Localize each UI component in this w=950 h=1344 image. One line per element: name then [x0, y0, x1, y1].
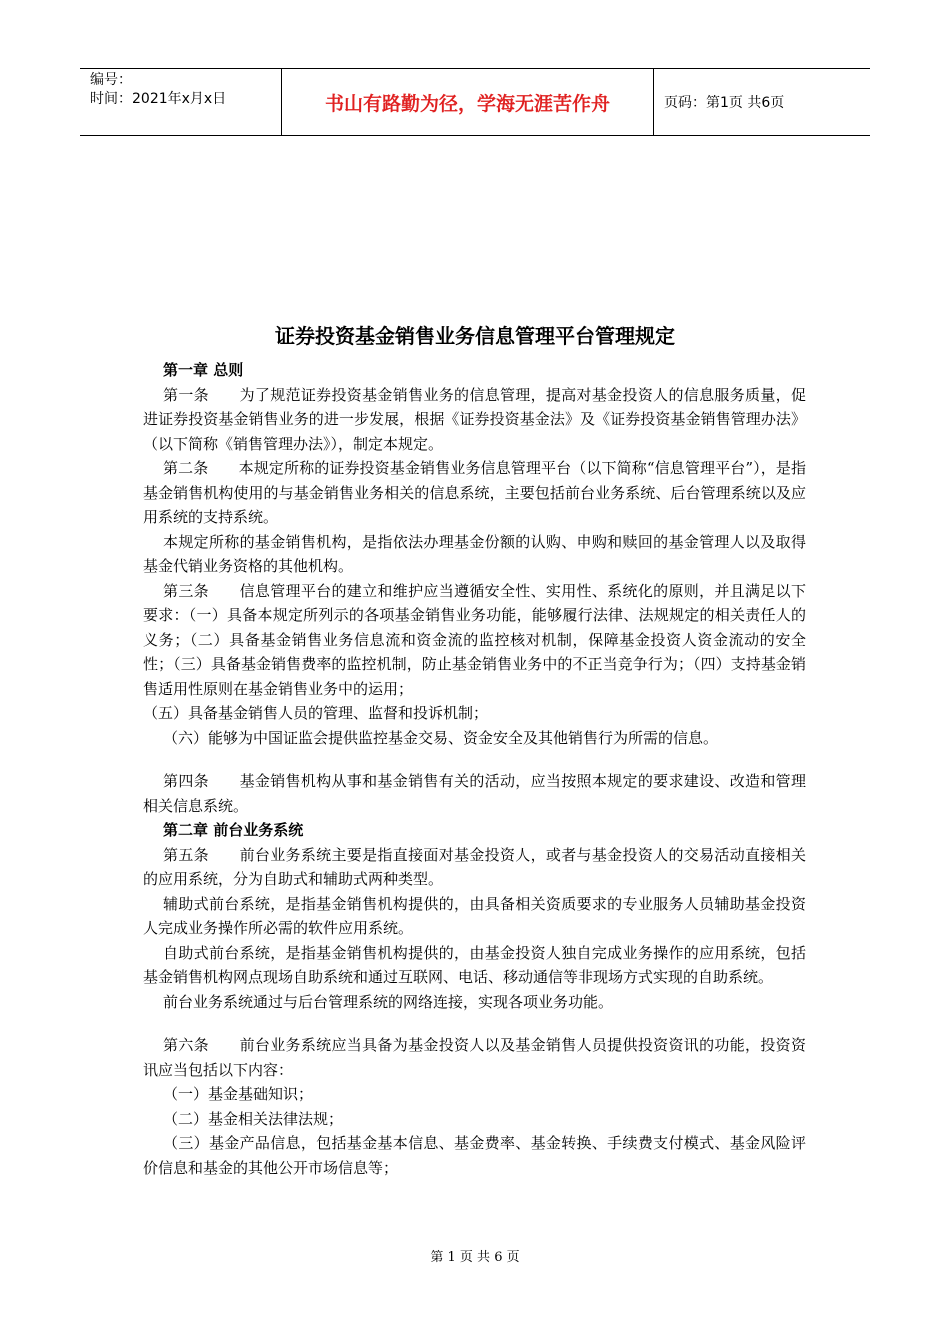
article-paragraph: 第六条 前台业务系统应当具备为基金投资人以及基金销售人员提供投资资讯的功能，投资资讯应当包括以下内容：	[143, 1036, 806, 1079]
header-page-info: 页码：第1页 共6页	[664, 95, 785, 111]
article-paragraph: 辅助式前台系统，是指基金销售机构提供的，由具备相关资质要求的专业服务人员辅助基金投资人完成业务操作所必需的软件应用系统。	[143, 894, 806, 937]
header-meta-cell	[80, 69, 282, 135]
article-paragraph: 第四条 基金销售机构从事和基金销售有关的活动，应当按照本规定的要求建设、改造和管理相关信息系统。	[143, 772, 806, 815]
document-header	[80, 68, 870, 136]
article-paragraph: 自助式前台系统，是指基金销售机构提供的，由基金投资人独自完成业务操作的应用系统，包括基金销售机构网点现场自助系统和通过互联网、电话、移动通信等非现场方式实现的自助系统。	[143, 943, 806, 986]
article-paragraph: 本规定所称的基金销售机构，是指依法办理基金份额的认购、申购和赎回的基金管理人以及取得基金代销业务资格的其他机构。	[143, 532, 806, 575]
article-paragraph: 前台业务系统通过与后台管理系统的网络连接，实现各项业务功能。	[163, 992, 614, 1011]
article-paragraph: （五）具备基金销售人员的管理、监督和投诉机制；	[143, 704, 489, 722]
article-paragraph: （六）能够为中国证监会提供监控基金交易、资金安全及其他销售行为所需的信息。	[163, 728, 719, 747]
header-motto: 书山有路勤为径，学海无涯苦作舟	[282, 69, 654, 135]
paragraph-spacer	[143, 750, 806, 769]
chapter-heading: 第一章 总则	[163, 361, 244, 379]
document-body	[143, 358, 806, 1180]
article-paragraph: 第五条 前台业务系统主要是指直接面对基金投资人，或者与基金投资人的交易活动直接相关的应用系统，分为自助式和辅助式两种类型。	[143, 845, 806, 888]
paragraph-spacer	[143, 1014, 806, 1033]
article-paragraph: 第三条 信息管理平台的建立和维护应当遵循安全性、实用性、系统化的原则，并且满足以下要求：（一）具备本规定所列示的各项基金销售业务功能，能够履行法律、法规规定的相关责任人的义务；（二）具备基金销售业务信息流和资金流的监控核对机制，保障基金投资人资金流动的安全性；（三）具备基金销售费率的监控机制，防止基金销售业务中的不正当竞争行为；（四）支持基金销售适用性原则在基金销售业务中的运用；	[143, 581, 806, 698]
document-time-label: 时间：2021年x月x日	[90, 91, 227, 107]
list-item: （二）基金相关法律法规；	[163, 1109, 344, 1128]
document-title: 证券投资基金销售业务信息管理平台管理规定	[275, 324, 675, 348]
list-item: （三）基金产品信息，包括基金基本信息、基金费率、基金转换、手续费支付模式、基金风险评价信息和基金的其他公开市场信息等；	[143, 1134, 806, 1177]
chapter-heading: 第二章 前台业务系统	[163, 821, 304, 839]
article-paragraph: 第一条 为了规范证券投资基金销售业务的信息管理，提高对基金投资人的信息服务质量，促进证券投资基金销售业务的进一步发展，根据《证券投资基金法》及《证券投资基金销售管理办法》（以下简称《销售管理办法》），制定本规定。	[143, 385, 806, 453]
article-paragraph: 第二条 本规定所称的证券投资基金销售业务信息管理平台（以下简称“信息管理平台”），是指基金销售机构使用的与基金销售业务相关的信息系统，主要包括前台业务系统、后台管理系统以及应用系统的支持系统。	[143, 459, 806, 526]
list-item: （一）基金基础知识；	[163, 1085, 314, 1103]
page-footer: 第 1 页 共 6 页	[430, 1250, 520, 1265]
document-number-label: 编号：	[90, 72, 132, 88]
